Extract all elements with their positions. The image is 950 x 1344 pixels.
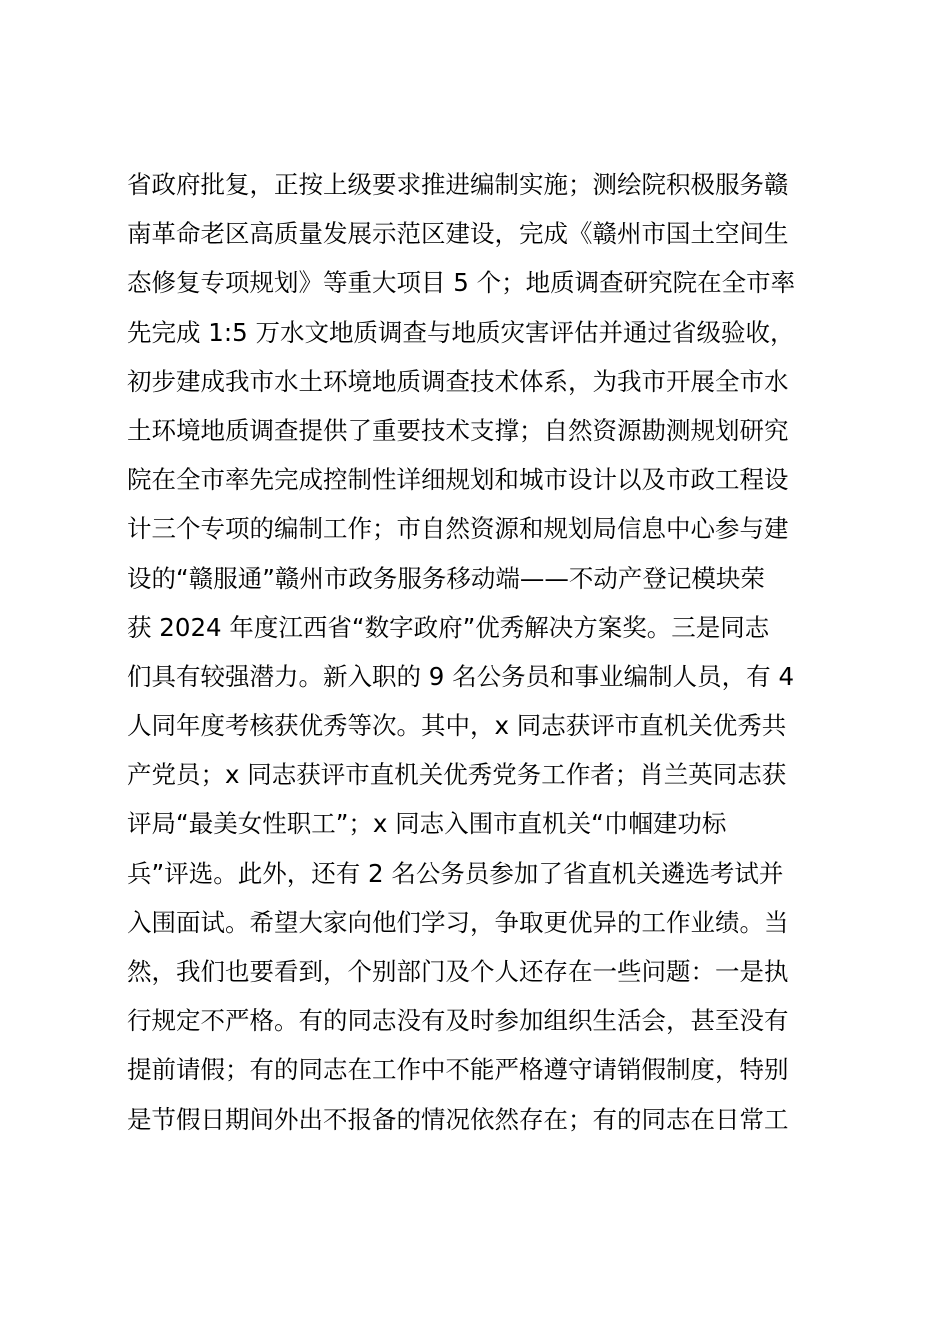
text-line: 行规定不严格。有的同志没有及时参加组织生活会，甚至没有 [127, 1006, 789, 1036]
text-line: 省政府批复，正按上级要求推进编制实施；测绘院积极服务赣 [127, 170, 789, 199]
text-line: 计三个专项的编制工作；市自然资源和规划局信息中心参与建 [127, 514, 789, 544]
text-line: 提前请假；有的同志在工作中不能严格遵守请销假制度，特别 [127, 1055, 789, 1085]
text-line: 产党员；x 同志获评市直机关优秀党务工作者；肖兰英同志获 [127, 760, 787, 790]
text-line: 兵”评选。此外，还有 2 名公务员参加了省直机关遴选考试并 [127, 858, 784, 888]
text-line: 初步建成我市水土环境地质调查技术体系，为我市开展全市水 [127, 366, 789, 396]
text-line: 土环境地质调查提供了重要技术支撑；自然资源勘测规划研究 [127, 415, 789, 445]
text-line: 南革命老区高质量发展示范区建设，完成《赣州市国土空间生 [127, 219, 789, 249]
text-line: 们具有较强潜力。新入职的 9 名公务员和事业编制人员，有 4 [127, 661, 795, 691]
body-text [127, 160, 837, 1144]
text-line: 设的“赣服通”赣州市政务服务移动端——不动产登记模块荣 [127, 563, 765, 593]
text-line: 评局“最美女性职工”；x 同志入围市直机关“巾帼建功标 [127, 809, 727, 839]
text-line: 先完成 1:5 万水文地质调查与地质灾害评估并通过省级验收， [127, 317, 795, 347]
text-line: 入围面试。希望大家向他们学习，争取更优异的工作业绩。当 [127, 907, 789, 937]
text-line: 是节假日期间外出不报备的情况依然存在；有的同志在日常工 [127, 1104, 789, 1134]
text-line: 获 2024 年度江西省“数字政府”优秀解决方案奖。三是同志 [127, 612, 770, 642]
text-line: 然，我们也要看到，个别部门及个人还存在一些问题：一是执 [127, 957, 789, 986]
text-line: 院在全市率先完成控制性详细规划和城市设计以及市政工程设 [127, 465, 789, 495]
text-line: 态修复专项规划》等重大项目 5 个；地质调查研究院在全市率 [127, 268, 796, 298]
text-line: 人同年度考核获优秀等次。其中，x 同志获评市直机关优秀共 [127, 711, 787, 741]
